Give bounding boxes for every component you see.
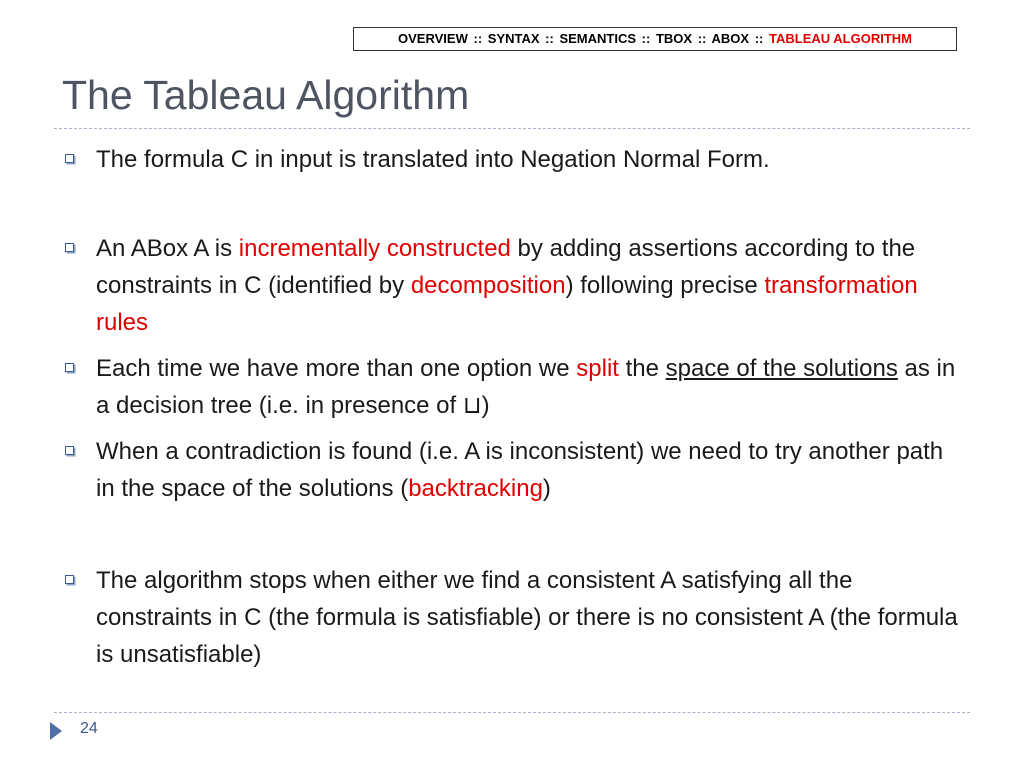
bullet-nnf — [62, 141, 962, 178]
nav-item-tbox[interactable]: TBOX — [655, 31, 693, 46]
nav-separator: :: — [473, 31, 483, 46]
section-nav — [353, 27, 957, 51]
bullet-backtracking — [62, 433, 962, 507]
highlight-transformation-rules: transformation rules — [96, 272, 918, 336]
bullet-text: An ABox A is incrementally constructed by adding assertions according to the constraints in C (identified by decomposition) following precise transformation rules — [96, 235, 918, 336]
bullet-text: The algorithm stops when either we find a consistent A satisfying all the constraints in C (the formula is satisfiable) or there is no consistent A (the formula is unsatisfiable) — [96, 567, 958, 668]
highlight-split: split — [576, 355, 619, 382]
nav-separator: :: — [641, 31, 651, 46]
nav-separator: :: — [545, 31, 554, 46]
square-bullet-icon — [65, 363, 74, 372]
page-number: 24 — [80, 720, 98, 737]
title-divider — [54, 128, 970, 129]
square-bullet-icon — [65, 575, 74, 584]
bullet-text: The formula C in input is translated into Negation Normal Form. — [96, 146, 770, 173]
footer-divider — [54, 712, 970, 713]
union-symbol: ⊔ — [462, 392, 482, 419]
bullet-text: Each time we have more than one option we split the space of the solutions as in a decision tree (i.e. in presence of ⊔) — [96, 355, 956, 419]
nav-item-semantics[interactable]: SEMANTICS — [559, 31, 637, 46]
nav-separator: :: — [697, 31, 707, 46]
nav-item-abox[interactable]: ABOX — [711, 31, 750, 46]
bullet-split — [62, 350, 962, 424]
square-bullet-icon — [65, 243, 74, 252]
highlight-decomposition: decomposition — [410, 272, 566, 299]
nav-item-syntax[interactable]: SYNTAX — [487, 31, 540, 46]
nav-item-tableau-algorithm[interactable]: TABLEAU ALGORITHM — [769, 31, 912, 46]
square-bullet-icon — [65, 446, 74, 455]
highlight-incrementally-constructed: incrementally constructed — [238, 235, 511, 262]
bullet-abox-construction — [62, 230, 962, 341]
underline-space-of-solutions: space of the solutions — [665, 355, 898, 382]
square-bullet-icon — [65, 154, 74, 163]
highlight-backtracking: backtracking — [408, 475, 543, 502]
slide-title: The Tableau Algorithm — [62, 72, 470, 118]
bullet-termination — [62, 562, 962, 673]
arrow-right-icon — [50, 722, 62, 740]
bullet-text: When a contradiction is found (i.e. A is inconsistent) we need to try another path in the space of the solutions (backtracking) — [96, 438, 944, 502]
nav-separator: :: — [754, 31, 764, 46]
nav-item-overview[interactable]: OVERVIEW — [398, 31, 468, 46]
